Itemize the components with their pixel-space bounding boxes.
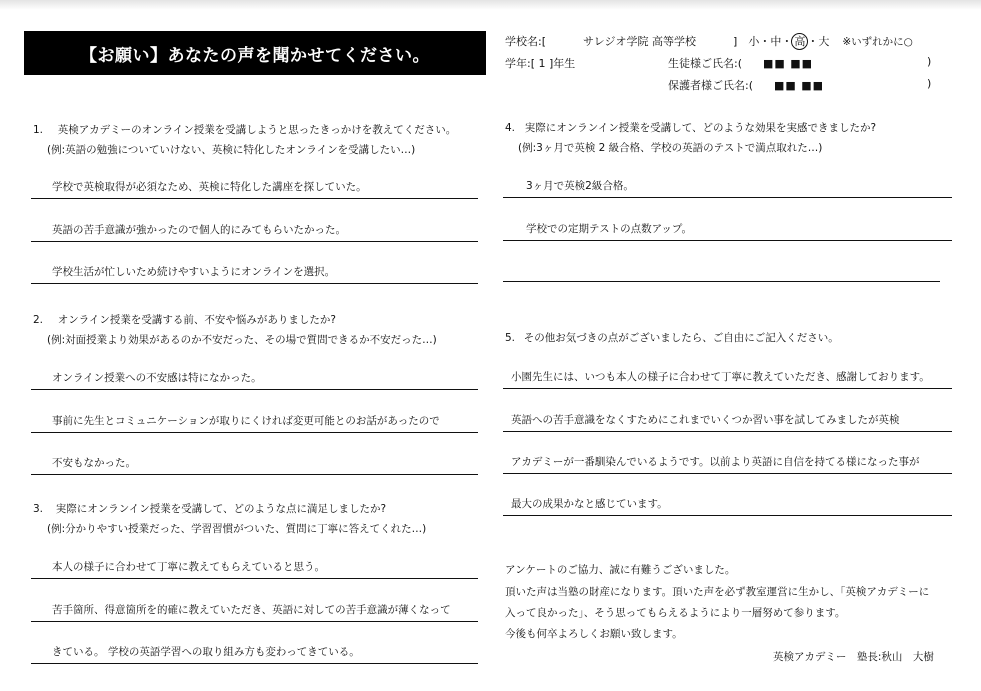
question-4-example: (例:3ヶ月で英検 2 級合格、学校の英語のテストで満点取れた…) bbox=[518, 142, 823, 154]
answer-line: 事前に先生とコミュニケーションが取りにくければ変更可能とのお話があったので bbox=[31, 412, 478, 433]
closing-line-1: アンケートのご協力、誠に有難うございました。 bbox=[505, 564, 736, 576]
question-2-example: (例:対面授業より効果があるのか不安だった、その場で質問できるか不安だった…) bbox=[47, 334, 437, 346]
question-number: 2. bbox=[33, 314, 44, 326]
answer-line: 英語への苦手意識をなくすためにこれまでいくつか習い事を試してみましたが英検 bbox=[503, 411, 952, 432]
question-text: 英検アカデミーのオンライン授業を受講しようと思ったきっかけを教えてください。 bbox=[57, 124, 457, 136]
closing-line-2: 頂いた声は当塾の財産になります。頂いた声を必ず教室運営に生かし、「英検アカデミーに bbox=[505, 586, 930, 598]
level-option-high-circled: 高 bbox=[791, 33, 808, 50]
answer-line: 英語の苦手意識が強かったので個人的にみてもらいたかった。 bbox=[31, 221, 478, 242]
school-field bbox=[505, 33, 913, 50]
question-number: 3. bbox=[33, 503, 44, 515]
question-number: 5. bbox=[505, 332, 516, 344]
school-close: ] bbox=[733, 35, 738, 48]
answer-line-empty bbox=[503, 261, 940, 282]
closing-line-4: 今後も何卒よろしくお願い致します。 bbox=[505, 628, 683, 640]
answer-line: オンライン授業への不安感は特になかった。 bbox=[31, 369, 478, 390]
answer-line: 学校での定期テストの点数アップ。 bbox=[503, 220, 952, 241]
question-3-example: (例:分かりやすい授業だった、学習習慣がついた、質問に丁寧に答えてくれた…) bbox=[47, 523, 427, 535]
level-sep: ・ bbox=[781, 35, 793, 48]
answer-line: きている。 学校の英語学習への取り組み方も変わってきている。 bbox=[31, 643, 478, 664]
grade-value: 1 bbox=[538, 57, 546, 70]
guardian-name-close: ) bbox=[927, 77, 932, 90]
student-name-close: ) bbox=[927, 55, 932, 68]
answer-line: アカデミーが一番馴染んでいるようです。以前より英語に自信を持てる様になった事が bbox=[503, 453, 952, 474]
signature: 英検アカデミー 塾長:秋山 大樹 bbox=[773, 651, 934, 663]
student-name-field bbox=[668, 55, 813, 71]
grade-field bbox=[505, 55, 575, 71]
answer-line: 苦手箇所、得意箇所を的確に教えていただき、英語に対しての苦手意識が薄くなって bbox=[31, 601, 478, 622]
answer-line: 小園先生には、いつも本人の様子に合わせて丁寧に教えていただき、感謝しております。 bbox=[503, 368, 952, 389]
question-text: 実際にオンランイン授業を受講して、どのような効果を実感できましたか? bbox=[524, 122, 877, 134]
question-text: オンライン授業を受講する前、不安や悩みがありましたか? bbox=[57, 314, 336, 326]
answer-line: 本人の様子に合わせて丁寧に教えてもらえていると思う。 bbox=[31, 558, 478, 579]
guardian-name-value: ■■ ■■ bbox=[774, 79, 825, 92]
question-1-example: (例:英語の勉強についていけない、英検に特化したオンラインを受講したい…) bbox=[47, 144, 416, 156]
level-sep: ・ bbox=[807, 35, 819, 48]
question-4 bbox=[505, 120, 876, 135]
question-2 bbox=[33, 312, 336, 327]
level-option-elementary: 小 bbox=[748, 35, 760, 48]
level-option-junior: 中 bbox=[770, 35, 782, 48]
answer-line: 不安もなかった。 bbox=[31, 454, 478, 475]
question-5 bbox=[505, 330, 839, 345]
question-3 bbox=[33, 501, 386, 516]
grade-suffix: ]年生 bbox=[549, 57, 576, 70]
answer-line: 学校生活が忙しいため続けやすいようにオンラインを選択。 bbox=[31, 263, 478, 284]
school-label: 学校名:[ bbox=[505, 35, 546, 48]
student-name-label: 生徒様ご氏名:( bbox=[668, 57, 742, 70]
level-option-university: 大 bbox=[818, 35, 830, 48]
answer-line: 学校で英検取得が必須なため、英検に特化した講座を探していた。 bbox=[31, 178, 478, 199]
level-note: ※いずれかに○ bbox=[842, 36, 913, 48]
guardian-name-label: 保護者様ご氏名:( bbox=[668, 79, 753, 92]
banner-title: 【お願い】あなたの声を聞かせてください。 bbox=[24, 31, 486, 75]
question-number: 4. bbox=[505, 122, 516, 134]
answer-line: 最大の成果かなと感じています。 bbox=[503, 495, 952, 516]
student-name-value: ■■ ■■ bbox=[763, 57, 814, 70]
school-name: サレジオ学院 高等学校 bbox=[583, 35, 697, 48]
guardian-name-field bbox=[668, 77, 824, 93]
answer-line: 3ヶ月で英検2級合格。 bbox=[503, 177, 952, 198]
question-text: その他お気づきの点がございましたら、ご自由にご記入ください。 bbox=[523, 332, 839, 344]
page-top-shadow bbox=[0, 0, 981, 10]
grade-label: 学年:[ bbox=[505, 57, 535, 70]
question-text: 実際にオンランイン授業を受講して、どのような点に満足しましたか? bbox=[55, 503, 387, 515]
level-sep: ・ bbox=[759, 35, 771, 48]
question-number: 1. bbox=[33, 124, 44, 136]
closing-line-3: 入って良かった」、そう思ってもらえるようにより一層努めて参ります。 bbox=[505, 607, 846, 619]
question-1 bbox=[33, 122, 456, 137]
